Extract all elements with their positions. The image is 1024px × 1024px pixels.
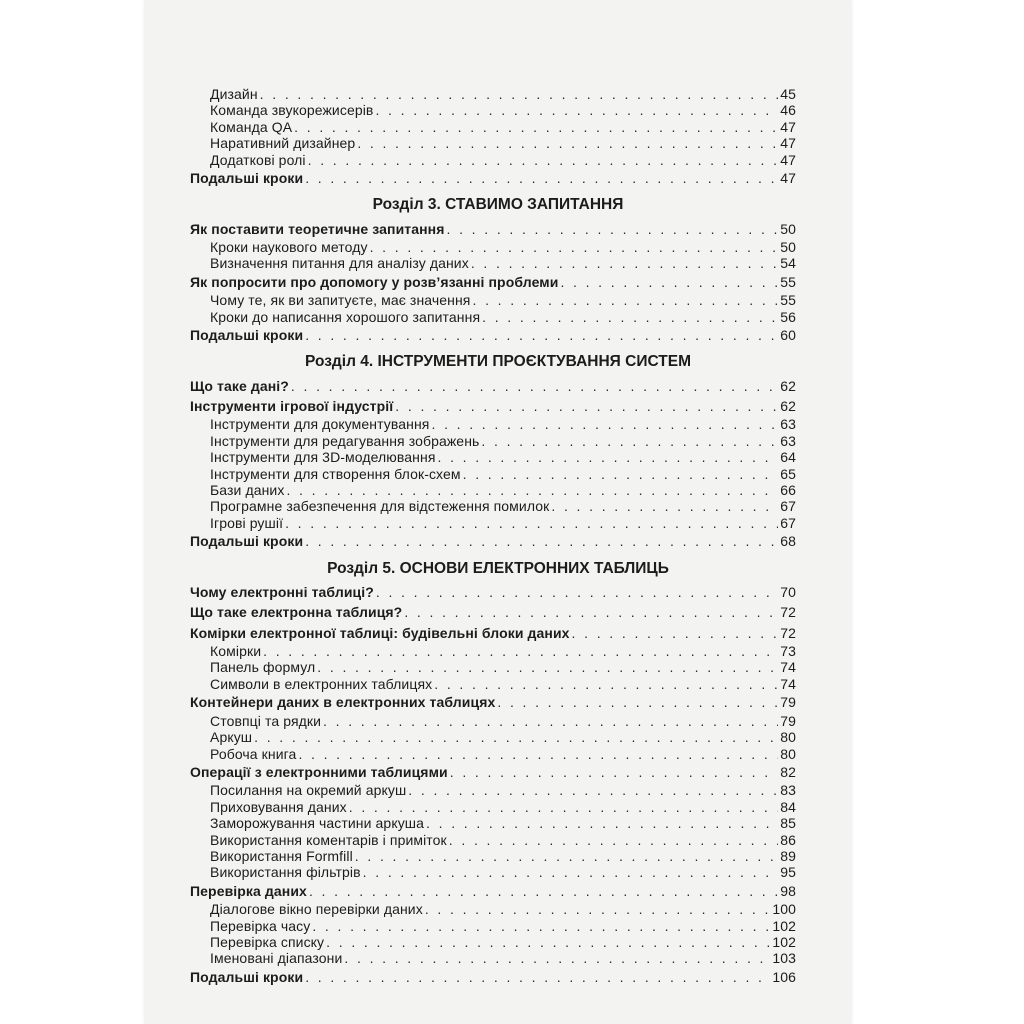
toc-page-number: 67 bbox=[780, 498, 796, 515]
book-page bbox=[144, 0, 852, 1024]
dot-leader bbox=[309, 883, 778, 899]
toc-subsection-entry bbox=[190, 782, 796, 798]
dot-leader bbox=[395, 398, 778, 414]
toc-subsection-entry bbox=[190, 950, 796, 966]
toc-entry-title: Кроки до написання хорошого запитання bbox=[210, 308, 481, 325]
chapter-heading: Розділ 3. СТАВИМО ЗАПИТАННЯ bbox=[372, 196, 624, 214]
dot-leader bbox=[497, 694, 778, 710]
toc-page-number: 47 bbox=[780, 118, 796, 135]
dot-leader bbox=[305, 969, 770, 985]
toc-section-entry bbox=[190, 398, 796, 416]
toc-entry-title: Інструменти для створення блок-схем bbox=[210, 465, 461, 482]
toc-page-number: 64 bbox=[780, 449, 796, 466]
dot-leader bbox=[572, 625, 779, 641]
toc-page-number: 55 bbox=[780, 273, 796, 290]
toc-entry-title: Робоча книга bbox=[210, 745, 297, 762]
toc-section-entry bbox=[190, 969, 796, 987]
toc-page-number: 100 bbox=[772, 901, 796, 918]
toc-subsection-entry bbox=[190, 815, 796, 831]
toc-subsection-entry bbox=[190, 416, 796, 432]
toc-page-number: 66 bbox=[780, 481, 796, 498]
toc-entry-title: Що таке електронна таблиця? bbox=[190, 604, 403, 621]
toc-section-entry bbox=[190, 883, 796, 901]
dot-leader bbox=[312, 918, 770, 934]
toc-page-number: 62 bbox=[780, 398, 796, 415]
toc-page-number: 86 bbox=[780, 831, 796, 848]
toc-page-number: 68 bbox=[780, 533, 796, 550]
toc-subsection-entry bbox=[190, 676, 796, 692]
toc-subsection-entry bbox=[190, 119, 796, 135]
toc-subsection-entry bbox=[190, 934, 796, 950]
toc-section-entry bbox=[190, 274, 796, 292]
toc-subsection-entry bbox=[190, 918, 796, 934]
toc-page-number: 83 bbox=[780, 782, 796, 799]
toc-subsection-entry bbox=[190, 713, 796, 729]
toc-subsection-entry bbox=[190, 659, 796, 675]
toc-entry-title: Комірки bbox=[210, 643, 262, 660]
dot-leader bbox=[375, 102, 778, 118]
toc-page-number: 72 bbox=[780, 624, 796, 641]
toc-page-number: 63 bbox=[780, 416, 796, 433]
dot-leader bbox=[308, 152, 779, 168]
chapter-heading: Розділ 5. ОСНОВИ ЕЛЕКТРОННИХ ТАБЛИЦЬ bbox=[327, 559, 669, 577]
dot-leader bbox=[450, 764, 778, 780]
toc-page-number: 106 bbox=[772, 968, 796, 985]
toc-entry-title: Визначення питання для аналізу даних bbox=[210, 255, 469, 272]
toc-page-number: 50 bbox=[780, 220, 796, 237]
dot-leader bbox=[473, 292, 779, 308]
toc-subsection-entry bbox=[190, 832, 796, 848]
dot-leader bbox=[294, 119, 778, 135]
toc-subsection-entry bbox=[190, 901, 796, 917]
toc-page-number: 98 bbox=[780, 882, 796, 899]
toc-entry-title: Кроки наукового методу bbox=[210, 238, 368, 255]
toc-subsection-entry bbox=[190, 292, 796, 308]
toc-entry-title: Приховування даних bbox=[210, 798, 347, 815]
toc-entry-title: Панель формул bbox=[210, 659, 316, 676]
toc-page-number: 84 bbox=[780, 798, 796, 815]
dot-leader bbox=[291, 378, 778, 394]
dot-leader bbox=[305, 327, 778, 343]
toc-subsection-entry bbox=[190, 466, 796, 482]
toc-entry-title: Використання фільтрів bbox=[210, 864, 361, 881]
toc-subsection-entry bbox=[190, 643, 796, 659]
toc-entry-title: Інструменти для редагування зображень bbox=[210, 432, 480, 449]
toc-page-number: 56 bbox=[780, 308, 796, 325]
toc-entry-title: Як поставити теоретичне запитання bbox=[190, 220, 445, 237]
dot-leader bbox=[426, 815, 778, 831]
toc-entry-title: Що таке дані? bbox=[190, 377, 289, 394]
toc-subsection-entry bbox=[190, 102, 796, 118]
toc-page-number: 46 bbox=[780, 102, 796, 119]
dot-leader bbox=[326, 934, 770, 950]
toc-page-number: 60 bbox=[780, 327, 796, 344]
toc-page-number: 47 bbox=[780, 135, 796, 152]
dot-leader bbox=[434, 676, 778, 692]
toc-entry-title: Перевірка даних bbox=[190, 882, 307, 899]
dot-leader bbox=[482, 309, 778, 325]
toc-entry-title: Бази даних bbox=[210, 481, 285, 498]
toc-page-number: 73 bbox=[780, 643, 796, 660]
toc-page-number: 47 bbox=[780, 170, 796, 187]
dot-leader bbox=[463, 466, 779, 482]
toc-entry-title: Інструменти для документування bbox=[210, 416, 430, 433]
toc-entry-title: Подальші кроки bbox=[190, 968, 304, 985]
toc-page-number: 72 bbox=[780, 604, 796, 621]
toc-section-entry bbox=[190, 327, 796, 345]
toc-subsection-entry bbox=[190, 255, 796, 271]
dot-leader bbox=[349, 799, 778, 815]
toc-section-entry bbox=[190, 764, 796, 782]
toc-entry-title: Операції з електронними таблицями bbox=[190, 764, 448, 781]
toc-section-entry bbox=[190, 170, 796, 188]
toc-entry-title: Ігрові рушії bbox=[210, 514, 284, 531]
toc-section-entry bbox=[190, 694, 796, 712]
toc-entry-title: Інструменти для 3D-моделювання bbox=[210, 449, 436, 466]
toc-subsection-entry bbox=[190, 239, 796, 255]
dot-leader bbox=[425, 901, 771, 917]
dot-leader bbox=[370, 239, 779, 255]
dot-leader bbox=[408, 782, 778, 798]
toc-entry-title: Використання коментарів і приміток bbox=[210, 831, 447, 848]
toc-subsection-entry bbox=[190, 86, 796, 102]
toc-entry-title: Команда QA bbox=[210, 118, 293, 135]
toc-page-number: 74 bbox=[780, 659, 796, 676]
toc-page-number: 62 bbox=[780, 377, 796, 394]
toc-section-entry bbox=[190, 533, 796, 551]
toc-entry-title: Діалогове вікно перевірки даних bbox=[210, 901, 423, 918]
toc-subsection-entry bbox=[190, 449, 796, 465]
toc-page-number: 67 bbox=[780, 514, 796, 531]
toc-page-number: 102 bbox=[772, 934, 796, 951]
toc-subsection-entry bbox=[190, 746, 796, 762]
toc-subsection-entry bbox=[190, 152, 796, 168]
dot-leader bbox=[323, 713, 778, 729]
toc-subsection-entry bbox=[190, 864, 796, 880]
toc-page-number: 74 bbox=[780, 675, 796, 692]
toc-subsection-entry bbox=[190, 848, 796, 864]
toc-page-number: 85 bbox=[780, 815, 796, 832]
toc-section-entry bbox=[190, 625, 796, 643]
dot-leader bbox=[447, 221, 779, 237]
dot-leader bbox=[285, 515, 778, 531]
toc-page-number: 103 bbox=[772, 950, 796, 967]
chapter-heading: Розділ 4. ІНСТРУМЕНТИ ПРОЄКТУВАННЯ СИСТЕМ bbox=[305, 353, 691, 371]
toc-entry-title: Аркуш bbox=[210, 729, 253, 746]
dot-leader bbox=[260, 86, 779, 102]
toc-entry-title: Перевірка списку bbox=[210, 934, 325, 951]
dot-leader bbox=[363, 864, 779, 880]
toc-entry-title: Контейнери даних в електронних таблицях bbox=[190, 694, 496, 711]
toc-entry-title: Стовпці та рядки bbox=[210, 712, 322, 729]
toc-subsection-entry bbox=[190, 498, 796, 514]
dot-leader bbox=[376, 584, 778, 600]
dot-leader bbox=[317, 659, 778, 675]
dot-leader bbox=[404, 604, 778, 620]
toc-page-number: 89 bbox=[780, 847, 796, 864]
toc-entry-title: Подальші кроки bbox=[190, 327, 304, 344]
toc-subsection-entry bbox=[190, 799, 796, 815]
dot-leader bbox=[449, 832, 778, 848]
toc-subsection-entry bbox=[190, 515, 796, 531]
toc-entry-title: Комірки електронної таблиці: будівельні блоки даних bbox=[190, 624, 570, 641]
toc-entry-title: Як попросити про допомогу у розв’язанні проблеми bbox=[190, 273, 559, 290]
toc-subsection-entry bbox=[190, 135, 796, 151]
toc-page-number: 95 bbox=[780, 864, 796, 881]
toc-page-number: 47 bbox=[780, 151, 796, 168]
toc-entry-title: Інструменти ігрової індустрії bbox=[190, 398, 394, 415]
toc-section-entry bbox=[190, 378, 796, 396]
toc-page-number: 55 bbox=[780, 292, 796, 309]
toc-page-number: 80 bbox=[780, 729, 796, 746]
toc-page-number: 50 bbox=[780, 238, 796, 255]
toc-subsection-entry bbox=[190, 482, 796, 498]
toc-subsection-entry bbox=[190, 309, 796, 325]
toc-entry-title: Додаткові ролі bbox=[210, 151, 306, 168]
dot-leader bbox=[254, 729, 778, 745]
toc-entry-title: Програмне забезпечення для відстеження помилок bbox=[210, 498, 550, 515]
toc-entry-title: Символи в електронних таблицях bbox=[210, 675, 433, 692]
dot-leader bbox=[298, 746, 778, 762]
dot-leader bbox=[560, 274, 778, 290]
dot-leader bbox=[286, 482, 778, 498]
toc-page-number: 45 bbox=[780, 86, 796, 102]
dot-leader bbox=[357, 135, 778, 151]
toc-page-number: 70 bbox=[780, 583, 796, 600]
toc-entry-title: Перевірка часу bbox=[210, 917, 311, 934]
toc-subsection-entry bbox=[190, 433, 796, 449]
dot-leader bbox=[355, 848, 778, 864]
dot-leader bbox=[471, 255, 778, 271]
toc-page-number: 79 bbox=[780, 694, 796, 711]
dot-leader bbox=[551, 498, 778, 514]
toc-subsection-entry bbox=[190, 729, 796, 745]
dot-leader bbox=[481, 433, 778, 449]
dot-leader bbox=[305, 170, 778, 186]
dot-leader bbox=[438, 449, 779, 465]
toc-section-entry bbox=[190, 604, 796, 622]
toc-entry-title: Використання Formfill bbox=[210, 847, 353, 864]
toc-section-entry bbox=[190, 584, 796, 602]
toc-entry-title: Чому електронні таблиці? bbox=[190, 583, 374, 600]
toc-page-number: 79 bbox=[780, 712, 796, 729]
toc-entry-title: Команда звукорежисерів bbox=[210, 102, 374, 119]
table-of-contents bbox=[190, 86, 796, 987]
dot-leader bbox=[305, 533, 778, 549]
toc-entry-title: Наративний дизайнер bbox=[210, 135, 356, 152]
toc-entry-title: Подальші кроки bbox=[190, 533, 304, 550]
toc-entry-title: Посилання на окремий аркуш bbox=[210, 782, 407, 799]
dot-leader bbox=[344, 950, 770, 966]
toc-page-number: 54 bbox=[780, 255, 796, 272]
toc-entry-title: Подальші кроки bbox=[190, 170, 304, 187]
toc-entry-title: Чому те, як ви запитуєте, має значення bbox=[210, 292, 471, 309]
toc-entry-title: Дизайн bbox=[210, 86, 258, 102]
toc-page-number: 82 bbox=[780, 764, 796, 781]
dot-leader bbox=[431, 416, 778, 432]
toc-page-number: 102 bbox=[772, 917, 796, 934]
toc-page-number: 63 bbox=[780, 432, 796, 449]
dot-leader bbox=[263, 643, 778, 659]
toc-entry-title: Заморожування частини аркуша bbox=[210, 815, 425, 832]
toc-page-number: 65 bbox=[780, 465, 796, 482]
toc-section-entry bbox=[190, 221, 796, 239]
toc-entry-title: Іменовані діапазони bbox=[210, 950, 343, 967]
toc-page-number: 80 bbox=[780, 745, 796, 762]
